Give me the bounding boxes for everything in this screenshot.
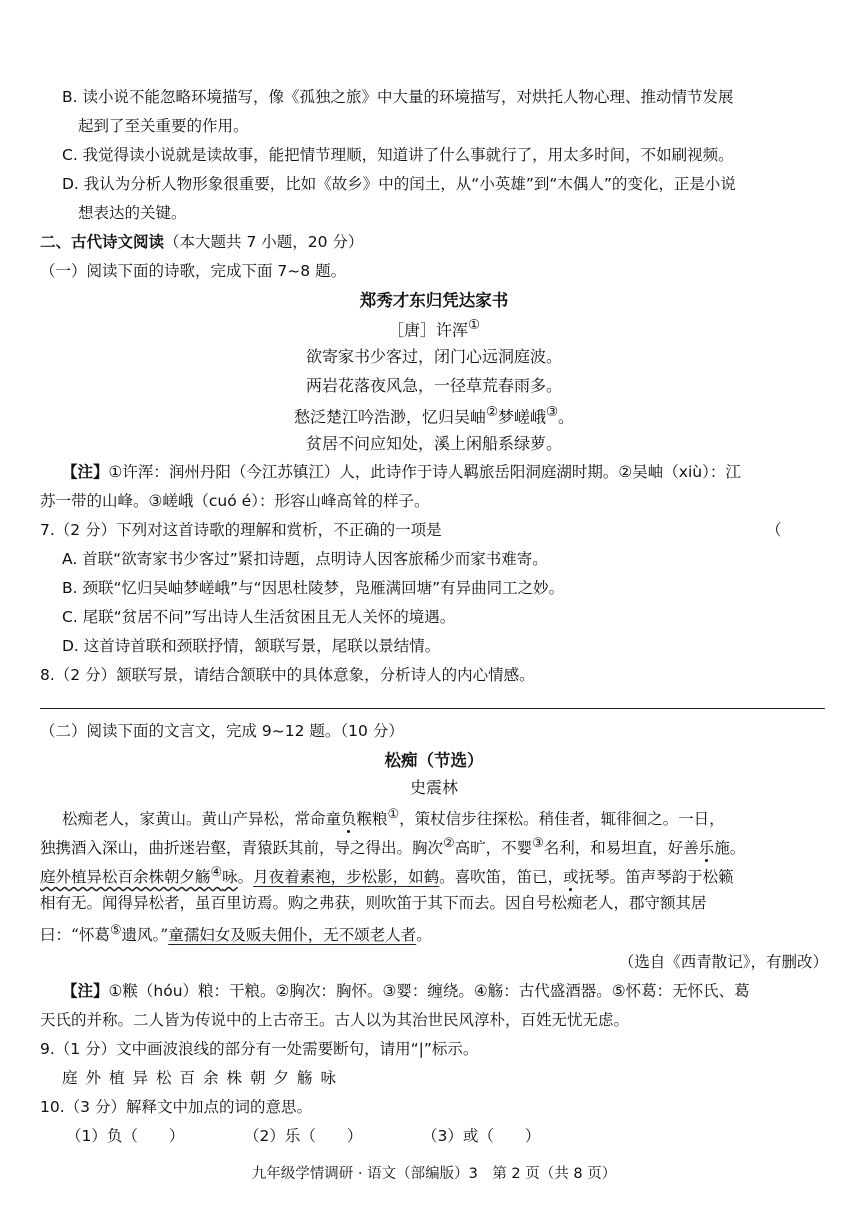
poem-author-text: ［唐］许浑 (388, 320, 469, 340)
q6-option-d-line1: D. 我认为分析人物形象很重要，比如《故乡》中的闰土，从“小英雄”到“木偶人”的变化，正是小说 (62, 175, 736, 193)
prose-line-2 (40, 836, 745, 858)
footnote-ref: ③ (546, 405, 558, 420)
prose-text: 名利，和易坦直，好善 (543, 839, 699, 858)
q10-answer-1[interactable]: （1）负（ ） (66, 1127, 185, 1145)
poem-author (0, 318, 868, 340)
page-footer: 九年级学情调研 · 语文（部编版）3 第 2 页（共 8 页） (251, 1166, 617, 1182)
dotted-word-le: 乐 (698, 839, 715, 858)
q7-option-c: C. 尾联“贫居不问”写出诗人生活贫困且无人关怀的境遇。 (62, 608, 456, 626)
answer-line (40, 708, 825, 709)
q9-sentence[interactable]: 庭外植异松百余株朝夕觞咏 (62, 1069, 345, 1087)
underlined-text: 月夜着素袍，步松影，如鹤 (253, 868, 440, 887)
prose-line-4: 相有无。闻得异松者，虽百里访焉。购之弗获，则吹笛于其下而去。因自号松痴老人，郡守额其居 (40, 894, 707, 912)
prose-text: 松痴老人，家黄山。黄山产异松，常命童 (62, 810, 342, 829)
part1-intro: （一）阅读下面的诗歌，完成下面 7~8 题。 (40, 262, 347, 280)
note-label: 【注】 (62, 463, 109, 481)
poem-line-2: 两岩花落夜风急，一径草荒春雨多。 (305, 376, 562, 395)
prose-line-3 (40, 865, 734, 887)
poem-line-3 (0, 405, 868, 427)
dotted-word-huo: 或 (563, 868, 579, 887)
prose-text: 。喜吹笛，笛已， (439, 868, 564, 887)
footnote-ref: ① (387, 807, 400, 822)
footnote-ref: ② (486, 405, 498, 420)
poem-title: 郑秀才东归凭达家书 (359, 291, 509, 310)
prose-text: 遗风。” (121, 926, 169, 945)
footnote-ref: ② (443, 836, 455, 851)
prose-note-text-1: ①糇（hóu）粮：干粮。②胸次：胸怀。③婴：缠绕。④觞：古代盛酒器。⑤怀葛：无怀氏、葛 (108, 982, 750, 1000)
footnote-ref: ③ (532, 836, 544, 851)
underlined-text: 童孺妇女及贩夫佣仆，无不颂老人者 (168, 926, 417, 945)
footnote-ref: ⑤ (109, 923, 122, 938)
dotted-word-fu: 负 (341, 810, 357, 829)
prose-text: 曰：“怀葛 (40, 926, 110, 945)
footnote-ref: ④ (210, 865, 223, 880)
poem-note-text-1: ①许浑：润州丹阳（今江苏镇江）人，此诗作于诗人羁旅岳阳洞庭湖时期。②吴岫（xiù）：江 (108, 463, 741, 481)
q8-stem: 8.（2 分）颔联写景，请结合颔联中的具体意象，分析诗人的内心情感。 (40, 666, 535, 684)
q9-stem: 9.（1 分）文中画波浪线的部分有一处需要断句，请用“|”标示。 (40, 1040, 479, 1058)
q6-option-b-line2: 起到了至关重要的作用。 (78, 117, 249, 135)
q6-option-b-line1: B. 读小说不能忽略环境描写，像《孤独之旅》中大量的环境描写，对烘托人物心理、推动情节发展 (62, 88, 734, 106)
prose-text: 高旷，不婴 (454, 839, 533, 858)
q7-stem: 7.（2 分）下列对这首诗歌的理解和赏析，不正确的一项是 (40, 521, 442, 539)
prose-text: ，策杖信步往探松。稍佳者，辄徘徊之。一日， (399, 810, 725, 829)
q10-answer-2[interactable]: （2）乐（ ） (244, 1127, 363, 1145)
prose-title: 松痴（节选） (384, 751, 484, 770)
wavy-text-b: 咏 (222, 868, 238, 887)
section-heading (40, 233, 363, 252)
prose-text: 。 (237, 868, 254, 887)
prose-text: 施。 (714, 839, 746, 858)
q10-answer-3[interactable]: （3）或（ ） (422, 1127, 541, 1145)
footnote-ref: ① (468, 318, 480, 333)
prose-text: 。 (416, 926, 432, 945)
poem-line-1: 欲寄家书少客过，闭门心远洞庭波。 (305, 347, 562, 366)
q6-option-d-line2: 想表达的关键。 (78, 204, 187, 222)
q7-answer-paren: （ (766, 521, 782, 539)
q6-option-c: C. 我觉得读小说就是读故事，能把情节理顺，知道讲了什么事就行了，用太多时间，不如刷视频。 (62, 146, 734, 164)
prose-line-5 (40, 923, 432, 945)
prose-text: 糇粮 (356, 810, 388, 829)
prose-note-line2: 天氏的并称。二人皆为传说中的上古帝王。古人以为其治世民风淳朴，百姓无忧无虑。 (40, 1011, 630, 1029)
poem-line-4: 贫居不问应知处，溪上闲船系绿萝。 (305, 434, 562, 453)
section-title: 二、古代诗文阅读 (40, 233, 165, 251)
q7-option-d: D. 这首诗首联和颈联抒情，颔联写景，尾联以景结情。 (62, 637, 441, 655)
poem-line-3-c: 。 (557, 407, 574, 427)
q7-option-b: B. 颈联“忆归吴岫梦嵯峨”与“因思杜陵梦，凫雁满回塘”有异曲同工之妙。 (62, 579, 565, 597)
wavy-underlined-text (40, 865, 238, 887)
poem-note-line1 (62, 463, 741, 482)
part2-intro: （二）阅读下面的文言文，完成 9~12 题。（10 分） (40, 722, 404, 740)
note-label: 【注】 (62, 982, 109, 1000)
wavy-text-a: 庭外植异松百余株朝夕觞 (40, 868, 211, 887)
q7-option-a: A. 首联“欲寄家书少客过”紧扣诗题，点明诗人因客旅稀少而家书难寄。 (62, 550, 548, 568)
poem-line-3-b: 梦嵯峨 (497, 407, 546, 427)
prose-line-1 (62, 807, 725, 829)
section-title-note: （本大题共 7 小题，20 分） (164, 233, 364, 251)
prose-author: 史震林 (409, 778, 458, 797)
prose-text: 抚琴。笛声琴韵于松籁 (578, 868, 734, 887)
poem-note-line2: 苏一带的山峰。③嵯峨（cuó é）：形容山峰高耸的样子。 (40, 492, 430, 510)
poem-line-3-a: 愁泛楚江吟浩渺，忆归吴岫 (294, 407, 487, 427)
q10-stem: 10.（3 分）解释文中加点的词的意思。 (40, 1098, 312, 1116)
prose-source: （选自《西青散记》，有删改） (618, 953, 828, 971)
prose-note-line1 (62, 982, 750, 1001)
prose-text: 独携酒入深山，曲折迷岩壑，青猿跃其前，导之得出。胸次 (40, 839, 444, 858)
